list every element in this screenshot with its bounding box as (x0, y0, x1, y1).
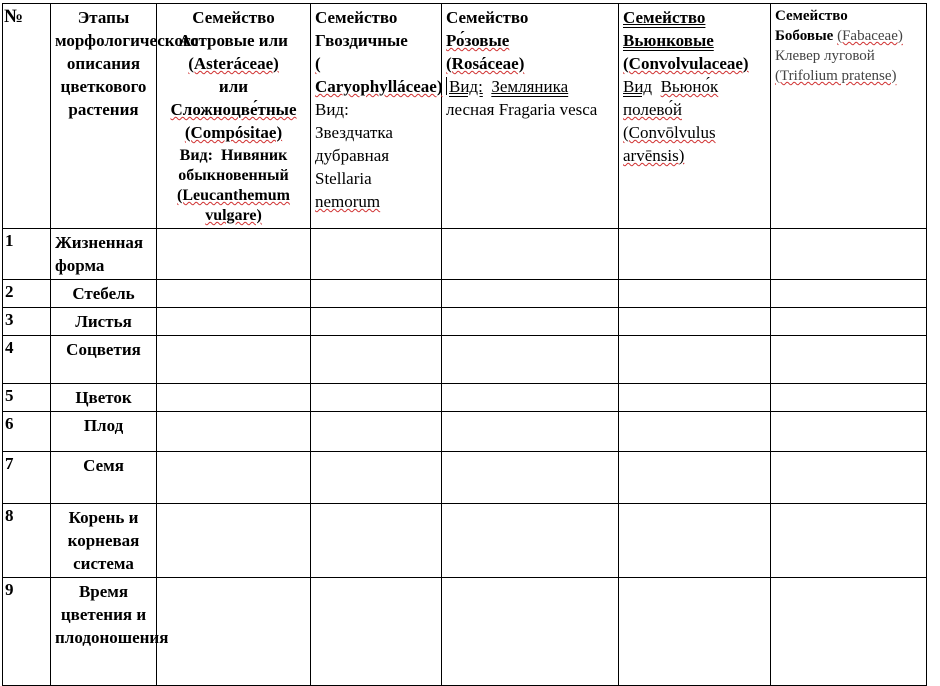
species-latin: (Convōlvulus arvēnsis) (623, 123, 716, 165)
cell[interactable] (442, 229, 619, 280)
family-name: Ро́зовые (446, 31, 510, 50)
cell[interactable] (619, 308, 771, 336)
row-number: 7 (3, 452, 51, 504)
row-number: 4 (3, 336, 51, 384)
species-latin: (Leucanthemum vulgare) (177, 187, 290, 224)
cell[interactable] (619, 578, 771, 686)
row-label: Плод (51, 412, 157, 452)
family-latin: ( Caryophylláceae) (315, 54, 443, 96)
cell[interactable] (157, 308, 311, 336)
row-label: Корень и корневая система (51, 504, 157, 578)
cell[interactable] (311, 504, 442, 578)
species-latin: (Trifolium pratense) (775, 68, 897, 84)
cell[interactable] (311, 412, 442, 452)
family-name: Астровые или (179, 31, 288, 50)
row-label: Жизненная форма (51, 229, 157, 280)
cell[interactable] (442, 308, 619, 336)
species: Звездчатка дубравная (315, 123, 393, 165)
row-label: Соцветия (51, 336, 157, 384)
cell[interactable] (619, 504, 771, 578)
cell[interactable] (771, 412, 927, 452)
cell[interactable] (442, 452, 619, 504)
row-label: Листья (51, 308, 157, 336)
cell[interactable] (157, 280, 311, 308)
row-label: Семя (51, 452, 157, 504)
cell[interactable] (311, 229, 442, 280)
species: Вид Вьюно́к полево́й (623, 77, 719, 119)
species-latin-genus: Stellaria (315, 169, 372, 188)
cell[interactable] (157, 504, 311, 578)
species-rest: лесная Fragaria vesca (446, 100, 598, 119)
family-latin: (Fabaceae) (837, 28, 903, 44)
table-row (3, 280, 927, 308)
cell[interactable] (311, 384, 442, 412)
family-title: Семейство (446, 8, 529, 27)
family-name: Вьюнковые (623, 31, 714, 50)
header-family-caryophyllaceae (311, 4, 442, 229)
family-name: Гвоздичные (315, 31, 408, 50)
cell[interactable] (771, 452, 927, 504)
cell[interactable] (619, 384, 771, 412)
cell[interactable] (157, 336, 311, 384)
species-latin-epithet: nemorum (315, 192, 381, 211)
cell[interactable] (157, 452, 311, 504)
cell[interactable] (771, 308, 927, 336)
species: Вид: Земляника (446, 75, 614, 98)
cell[interactable] (771, 336, 927, 384)
species: Клевер луговой (775, 48, 875, 64)
header-family-fabaceae (771, 4, 927, 229)
table-row (3, 452, 927, 504)
cell[interactable] (157, 384, 311, 412)
cell[interactable] (619, 412, 771, 452)
cell[interactable] (311, 578, 442, 686)
row-number: 1 (3, 229, 51, 280)
cell[interactable] (157, 229, 311, 280)
cell[interactable] (619, 229, 771, 280)
row-number: 2 (3, 280, 51, 308)
cell[interactable] (442, 578, 619, 686)
cell[interactable] (311, 308, 442, 336)
row-number: 8 (3, 504, 51, 578)
family-latin-alt: (Compósitae) (184, 123, 283, 142)
row-label: Время цветения и плодоношения (51, 578, 157, 686)
table-row (3, 412, 927, 452)
header-stages: Этапы морфологического описания цветкового растения (51, 4, 157, 229)
table-row (3, 308, 927, 336)
table-row (3, 336, 927, 384)
table-row (3, 578, 927, 686)
cell[interactable] (157, 412, 311, 452)
cell[interactable] (311, 452, 442, 504)
family-title: Семейство (775, 8, 848, 24)
table-row (3, 504, 927, 578)
cell[interactable] (771, 280, 927, 308)
row-label: Цветок (51, 384, 157, 412)
table-row (3, 384, 927, 412)
cell[interactable] (771, 229, 927, 280)
family-name: Бобовые (775, 28, 834, 44)
header-family-convolvulaceae (619, 4, 771, 229)
cell[interactable] (619, 452, 771, 504)
row-number: 3 (3, 308, 51, 336)
cell[interactable] (619, 280, 771, 308)
cell[interactable] (442, 384, 619, 412)
cell[interactable] (442, 504, 619, 578)
cell[interactable] (157, 578, 311, 686)
family-title: Семейство (315, 8, 398, 27)
cell[interactable] (442, 336, 619, 384)
header-family-rosaceae (442, 4, 619, 229)
family-latin: (Asteráceae) (188, 54, 279, 73)
row-number: 9 (3, 578, 51, 686)
species: Вид: Нивяник обыкновенный (178, 147, 289, 184)
cell[interactable] (311, 336, 442, 384)
family-latin: (Rosáceae) (446, 54, 525, 73)
table-row (3, 229, 927, 280)
header-number: № (3, 4, 51, 229)
family-title: Семейство (192, 8, 275, 27)
row-number: 5 (3, 384, 51, 412)
cell[interactable] (771, 578, 927, 686)
cell[interactable] (442, 412, 619, 452)
header-row (3, 4, 927, 229)
header-family-asteraceae (157, 4, 311, 229)
cell[interactable] (619, 336, 771, 384)
species-prefix: Вид: (315, 100, 349, 119)
morphology-table (2, 3, 927, 686)
family-title: Семейство (623, 8, 706, 27)
cell[interactable] (442, 280, 619, 308)
family-alt-name: или Сложноцве́тные (170, 77, 297, 119)
row-label: Стебель (51, 280, 157, 308)
cell[interactable] (771, 504, 927, 578)
row-number: 6 (3, 412, 51, 452)
cell[interactable] (771, 384, 927, 412)
cell[interactable] (311, 280, 442, 308)
family-latin: (Convolvulaceae) (623, 54, 749, 73)
